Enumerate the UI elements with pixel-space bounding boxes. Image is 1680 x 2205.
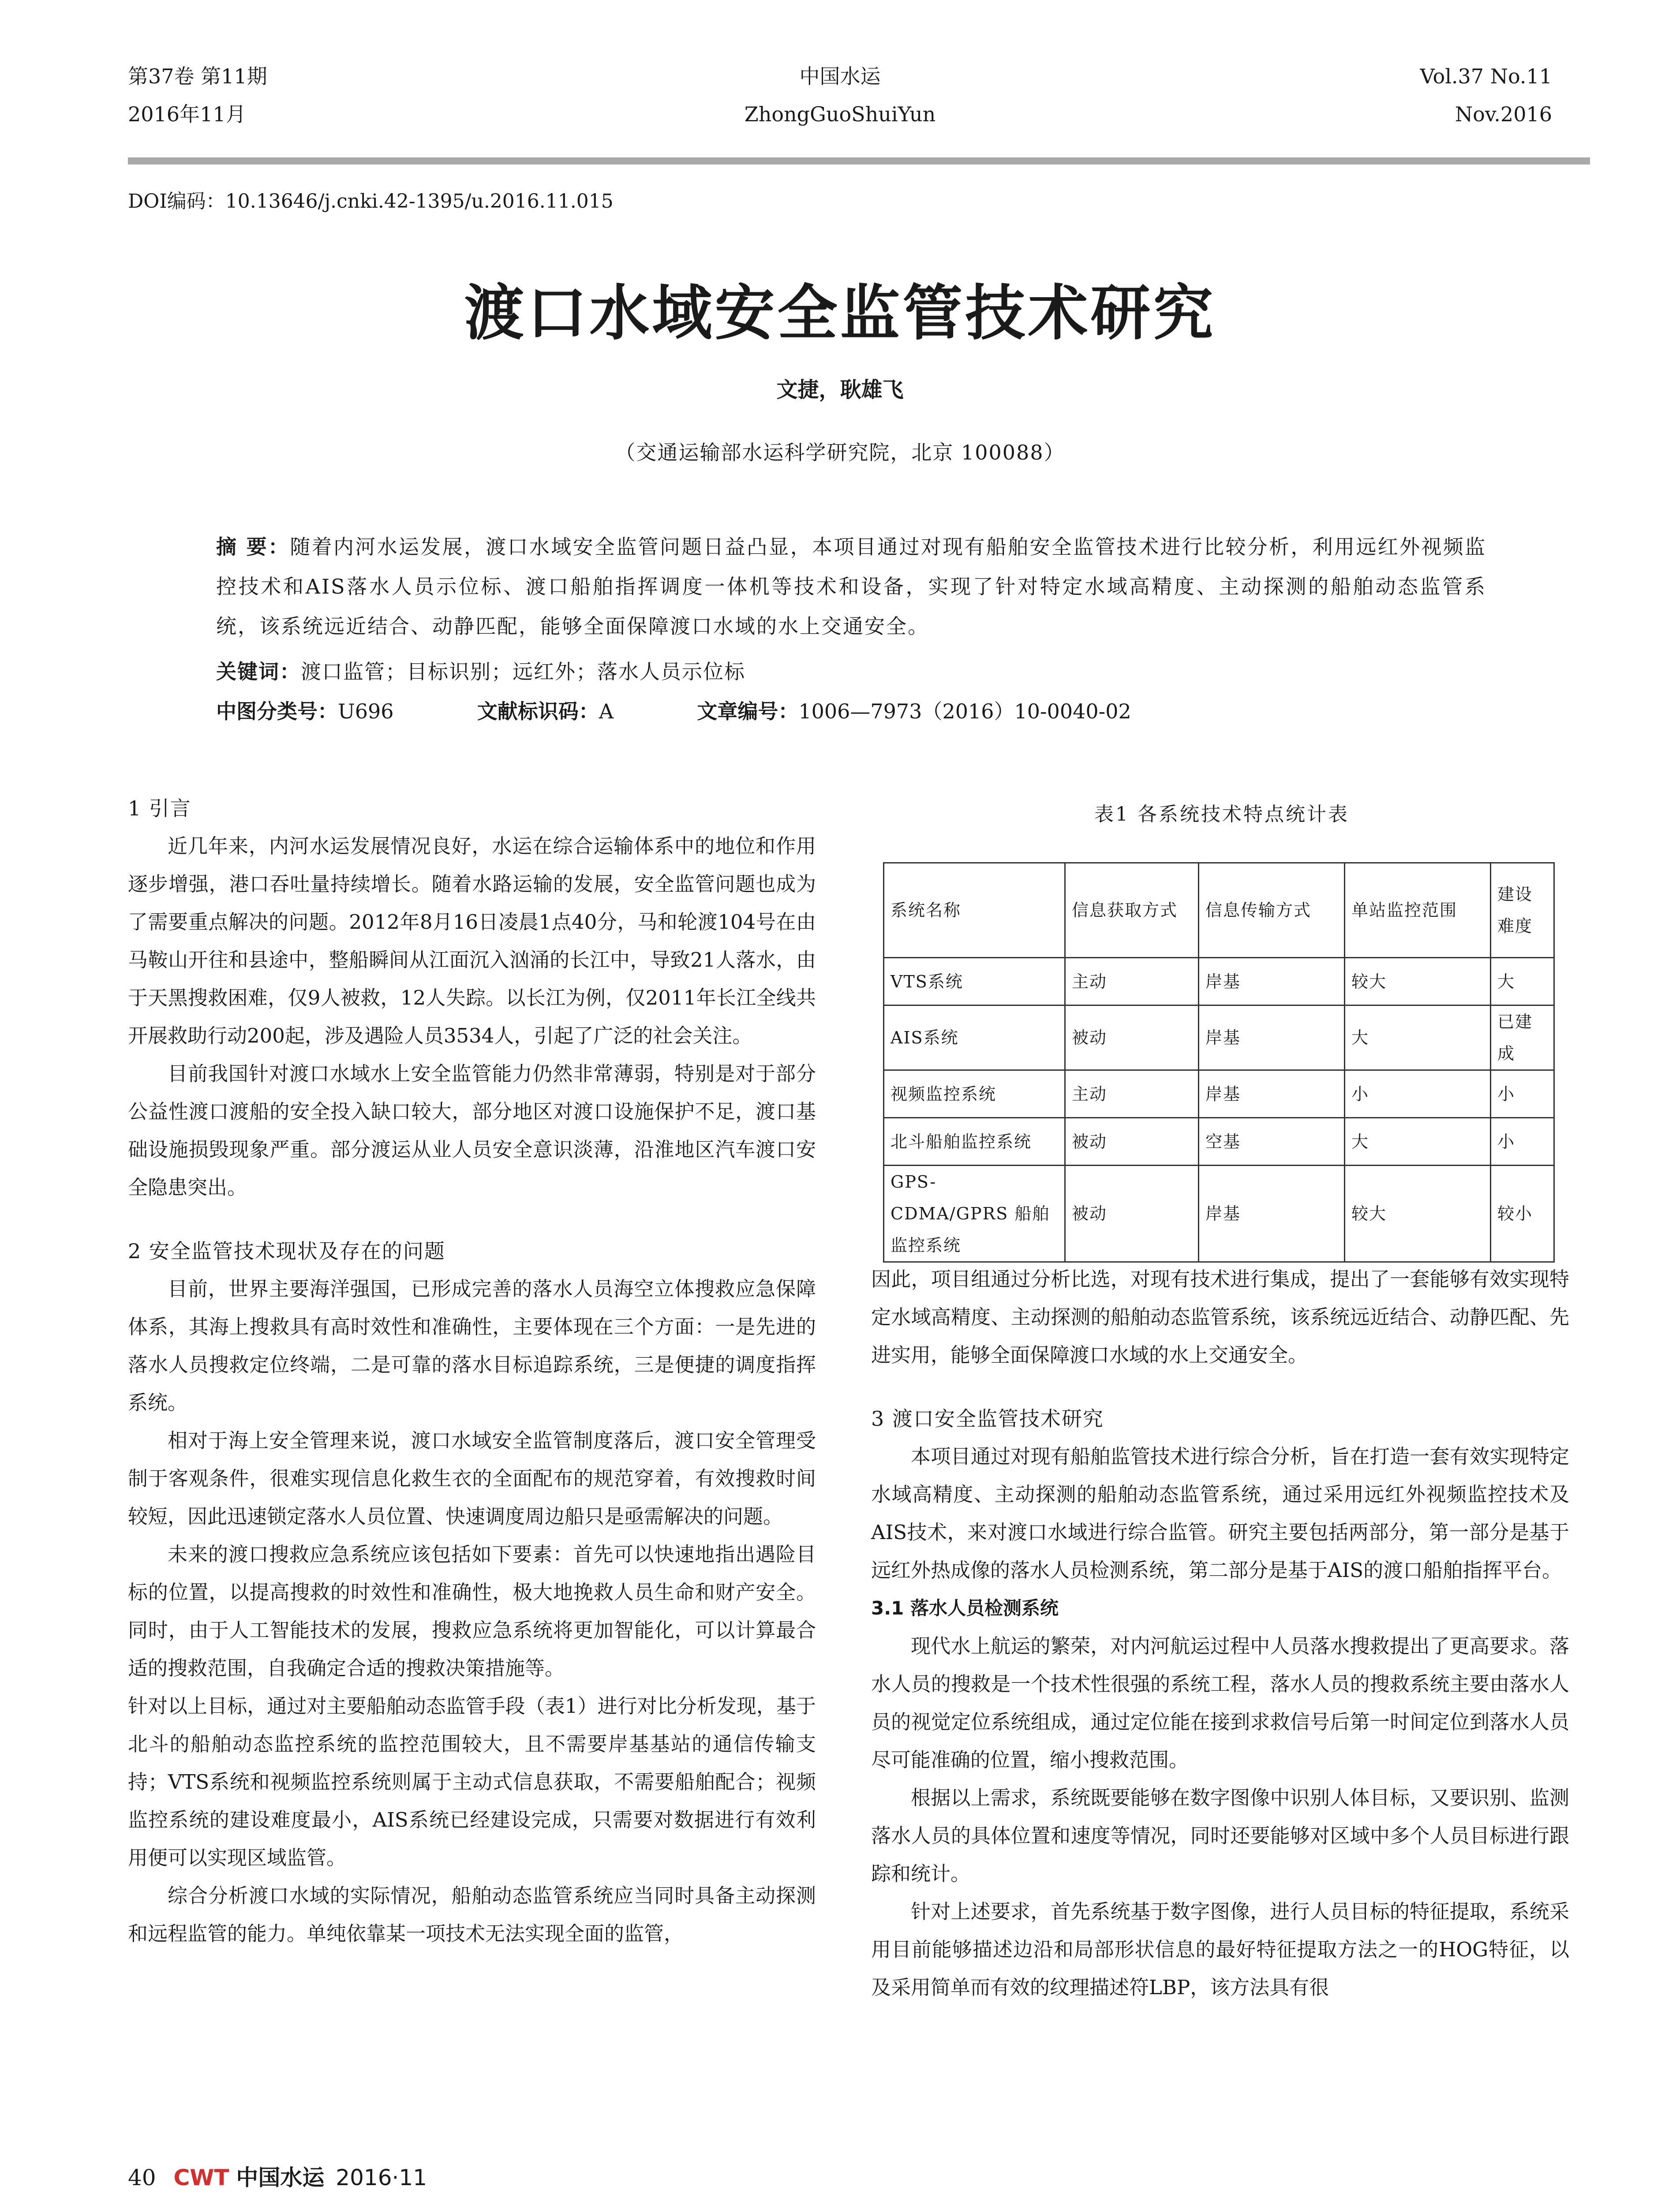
table-cell: 被动 [1065, 1005, 1199, 1070]
classification [216, 691, 1131, 731]
table-row [884, 1118, 1554, 1166]
table-header-row [884, 863, 1554, 958]
section-3-heading: 3 渡口安全监管技术研究 [871, 1407, 1104, 1431]
table-header-cell: 信息获取方式 [1065, 863, 1199, 958]
cwt-logo: CWT [173, 2165, 229, 2190]
doc-code-label: 文献标识码： [477, 699, 599, 723]
keywords-text: 渡口监管；目标识别；远红外；落水人员示位标 [301, 660, 745, 684]
paragraph: 因此，项目组通过分析比选，对现有技术进行集成，提出了一套能够有效实现特定水域高精度、主动探测的船舶动态监管系统，该系统远近结合、动静匹配、先进实用，能够全面保障渡口水域的水上交通安全。 [871, 1267, 1569, 1367]
left-column [128, 789, 816, 1953]
table-cell: 被动 [1065, 1118, 1199, 1166]
footer [128, 2160, 427, 2192]
table-row [884, 1005, 1554, 1070]
article-number-label: 文章编号： [697, 699, 799, 723]
table-cell: 大 [1345, 1118, 1491, 1166]
table-cell: AIS系统 [884, 1005, 1065, 1070]
abstract-text: 随着内河水运发展，渡口水域安全监管问题日益凸显，本项目通过对现有船舶安全监管技术进行比较分析，利用远红外视频监控技术和AIS落水人员示位标、渡口船舶指挥调度一体机等技术和设备，实现了针对特定水域高精度、主动探测的船舶动态监管系统，该系统远近结合、动静匹配，能够全面保障渡口水域的水上交通安全。 [216, 535, 1487, 638]
affiliation: （交通运输部水运科学研究院，北京 100088） [615, 441, 1065, 464]
paragraph: 相对于海上安全管理来说，渡口水域安全监管制度落后，渡口安全管理受制于客观条件，很难实现信息化救生衣的全面配布的规范穿着，有效搜救时间较短，因此迅速锁定落水人员位置、快速调度周边船只是亟需解决的问题。 [128, 1429, 816, 1528]
header-vol-en: Vol.37 No.11 [1420, 64, 1552, 88]
abstract-label: 摘 要： [216, 535, 290, 559]
paragraph: 未来的渡口搜救应急系统应该包括如下要素：首先可以快速地指出遇险目标的位置，以提高搜救的时效性和准确性，极大地挽救人员生命和财产安全。同时，由于人工智能技术的发展，搜救应急系统将更加智能化，可以计算最合适的搜救范围，自我确定合适的搜救决策措施等。 [128, 1543, 816, 1680]
paragraph: 目前我国针对渡口水域水上安全监管能力仍然非常薄弱，特别是对于部分公益性渡口渡船的安全投入缺口较大，部分地区对渡口设施保护不足，渡口基础设施损毁现象严重。部分渡运从业人员安全意识淡薄，沿淮地区汽车渡口安全隐患突出。 [128, 1062, 816, 1199]
header-date-en: Nov.2016 [1455, 102, 1552, 126]
section-1-heading: 1 引言 [128, 796, 191, 820]
header-volume: 第37卷 第11期 [128, 64, 267, 88]
table-cell: 已建成 [1491, 1005, 1554, 1070]
paragraph: 根据以上需求，系统既要能够在数字图像中识别人体目标，又要识别、监测落水人员的具体位置和速度等情况，同时还要能够对区域中多个人员目标进行跟踪和统计。 [871, 1786, 1569, 1885]
clc-value: U696 [338, 699, 394, 723]
table-header-cell: 单站监控范围 [1345, 863, 1491, 958]
table-cell: 岸基 [1199, 1070, 1345, 1118]
table-cell: 岸基 [1199, 958, 1345, 1005]
paragraph: 针对以上目标，通过对主要船舶动态监管手段（表1）进行对比分析发现，基于北斗的船舶动态监控系统的监控范围较大，且不需要岸基基站的通信传输支持；VTS系统和视频监控系统则属于主动式信息获取，不需要船舶配合；视频监控系统的建设难度最小，AIS系统已经建设完成，只需要对数据进行有效利用便可以实现区域监管。 [128, 1694, 816, 1869]
table-row [884, 1070, 1554, 1118]
table-row [884, 1166, 1554, 1262]
paragraph: 近几年来，内河水运发展情况良好，水运在综合运输体系中的地位和作用逐步增强，港口吞吐量持续增长。随着水路运输的发展，安全监管问题也成为了需要重点解决的问题。2012年8月16日凌晨1点40分，马和轮渡104号在由马鞍山开往和县途中，整船瞬间从江面沉入汹涌的长江中，导致21人落水，由于天黑搜救困难，仅9人被救，12人失踪。以长江为例，仅2011年长江全线共开展救助行动200起，涉及遇险人员3534人，引起了广泛的社会关注。 [128, 834, 816, 1047]
table-cell: 小 [1345, 1070, 1491, 1118]
footer-journal-name: 中国水运 [236, 2165, 325, 2190]
table-cell: 空基 [1199, 1118, 1345, 1166]
table-caption: 表1 各系统技术特点统计表 [1094, 803, 1349, 826]
table-cell: 小 [1491, 1118, 1554, 1166]
table-cell: 主动 [1065, 1070, 1199, 1118]
paper-title: 渡口水域安全监管技术研究 [464, 278, 1216, 348]
header-rule [128, 157, 1590, 164]
section-2-heading: 2 安全监管技术现状及存在的问题 [128, 1239, 445, 1263]
doi: DOI编码：10.13646/j.cnki.42-1395/u.2016.11.015 [128, 190, 614, 213]
page-number: 40 [128, 2165, 156, 2190]
paragraph: 现代水上航运的繁荣，对内河航运过程中人员落水搜救提出了更高要求。落水人员的搜救是一个技术性很强的系统工程，落水人员的搜救系统主要由落水人员的视觉定位系统组成，通过定位能在接到求救信号后第一时间定位到落水人员尽可能准确的位置，缩小搜救范围。 [871, 1634, 1569, 1771]
section-3-1-heading: 3.1 落水人员检测系统 [871, 1597, 1059, 1619]
table-cell: 较大 [1345, 958, 1491, 1005]
paragraph: 本项目通过对现有船舶监管技术进行综合分析，旨在打造一套有效实现特定水域高精度、主动探测的船舶动态监管系统，通过采用远红外视频监控技术及AIS技术，来对渡口水域进行综合监管。研究主要包括两部分，第一部分是基于远红外热成像的落水人员检测系统，第二部分是基于AIS的渡口船舶指挥平台。 [871, 1445, 1569, 1582]
table-1 [883, 862, 1555, 1263]
abstract [216, 527, 1486, 646]
right-column [871, 1260, 1569, 2007]
table-header-cell: 信息传输方式 [1199, 863, 1345, 958]
header-journal-pinyin: ZhongGuoShuiYun [744, 102, 936, 126]
table-cell: GPS- CDMA/GPRS 船舶监控系统 [884, 1166, 1065, 1262]
table-header-cell: 建设难度 [1491, 863, 1554, 958]
header-journal-name: 中国水运 [799, 64, 881, 88]
table-header-cell: 系统名称 [884, 863, 1065, 958]
table-cell: 大 [1491, 958, 1554, 1005]
table-cell: 岸基 [1199, 1005, 1345, 1070]
paragraph: 综合分析渡口水域的实际情况，船舶动态监管系统应当同时具备主动探测和远程监管的能力。单纯依靠某一项技术无法实现全面的监管， [128, 1884, 816, 1945]
header-date: 2016年11月 [128, 102, 246, 126]
table-cell: 被动 [1065, 1166, 1199, 1262]
article-number-value: 1006—7973（2016）10-0040-02 [798, 699, 1131, 723]
paragraph: 目前，世界主要海洋强国，已形成完善的落水人员海空立体搜救应急保障体系，其海上搜救具有高时效性和准确性，主要体现在三个方面：一是先进的落水人员搜救定位终端，二是可靠的落水目标追踪系统，三是便捷的调度指挥系统。 [128, 1277, 816, 1414]
table-cell: 大 [1345, 1005, 1491, 1070]
table-cell: 北斗船舶监控系统 [884, 1118, 1065, 1166]
clc-label: 中图分类号： [216, 699, 338, 723]
table-cell: 小 [1491, 1070, 1554, 1118]
header-right [1420, 62, 1552, 129]
keywords-label: 关键词： [216, 660, 301, 684]
paragraph: 针对上述要求，首先系统基于数字图像，进行人员目标的特征提取，系统采用目前能够描述边沿和局部形状信息的最好特征提取方法之一的HOG特征，以及采用简单而有效的纹理描述符LBP，该方法具有很 [871, 1900, 1569, 1999]
footer-issue: 2016·11 [336, 2165, 427, 2190]
authors: 文捷，耿雄飞 [776, 377, 904, 402]
keywords [216, 652, 745, 691]
table-cell: VTS系统 [884, 958, 1065, 1005]
table-cell: 主动 [1065, 958, 1199, 1005]
table-cell: 较大 [1345, 1166, 1491, 1262]
table-cell: 较小 [1491, 1166, 1554, 1262]
table-cell: 视频监控系统 [884, 1070, 1065, 1118]
table-cell: 岸基 [1199, 1166, 1345, 1262]
table-row [884, 958, 1554, 1005]
doc-code-value: A [599, 699, 614, 723]
